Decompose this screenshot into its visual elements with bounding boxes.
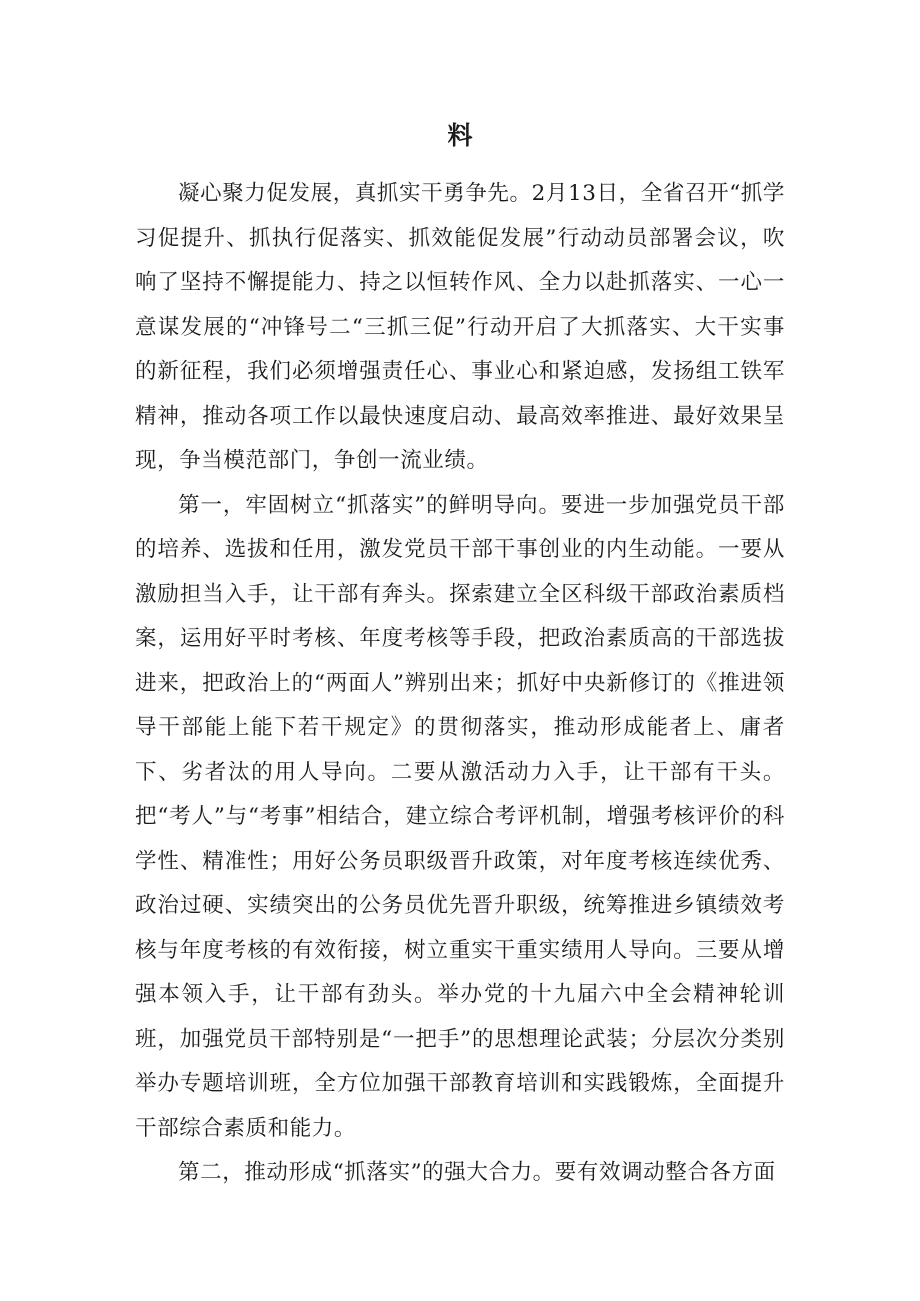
document-body [135,172,785,1196]
paragraph-second-point: 第二，推动形成“抓落实”的强大合力。要有效调动整合各方面 [178,1160,776,1185]
page-title: 料 [447,121,473,150]
paragraph-intro: 凝心聚力促发展，真抓实干勇争先。2月13日，全省召开“抓学习促提升、抓执行促落实、抓效能促发展”行动动员部署会议，吹响了坚持不懈提能力、持之以恒转作风、全力以赴抓落实、一心一意谋发展的“冲锋号二“三抓三促”行动开启了大抓落实、大干实事的新征程，我们必须增强责任心、事业心和紧迫感，发扬组工铁军精神，推动各项工作以最快速度启动、最高效率推进、最好效果呈现，争当模范部门，争创一流业绩。 [135,181,785,473]
paragraph-first-point: 第一，牢固树立“抓落实”的鲜明导向。要进一步加强党员干部的培养、选拔和任用，激发党员干部干事创业的内生动能。一要从激励担当入手，让干部有奔头。探索建立全区科级干部政治素质档案，运用好平时考核、年度考核等手段，把政治素质高的干部选拔进来，把政治上的“两面人”辨别出来；抓好中央新修订的《推进领导干部能上能下若干规定》的贯彻落实，推动形成能者上、庸者下、劣者汰的用人导向。二要从激活动力入手，让干部有干头。把“考人”与“考事”相结合，建立综合考评机制，增强考核评价的科学性、精准性；用好公务员职级晋升政策，对年度考核连续优秀、政治过硬、实绩突出的公务员优先晋升职级，统筹推进乡镇绩效考核与年度考核的有效衔接，树立重实干重实绩用人导向。三要从增强本领入手，让干部有劲头。举办党的十九届六中全会精神轮训班，加强党员干部特别是“一把手”的思想理论武装；分层次分类别举办专题培训班，全方位加强干部教育培训和实践锻炼，全面提升干部综合素质和能力。 [135,492,785,1141]
